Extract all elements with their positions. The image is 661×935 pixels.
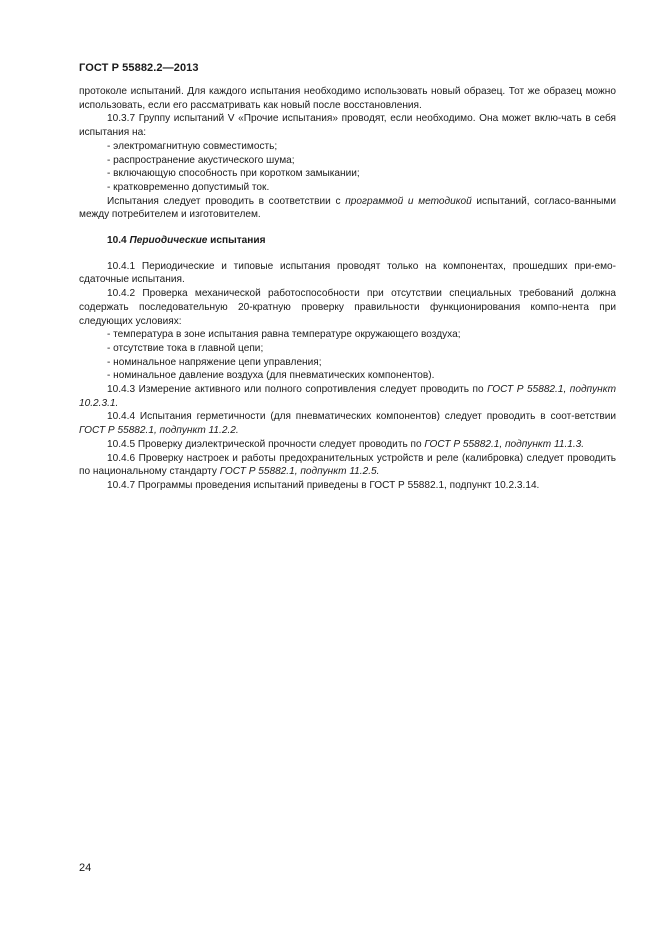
list-item: - номинальное напряжение цепи управления; <box>107 356 322 368</box>
list-item: - включающую способность при коротком замыкании; <box>107 168 360 180</box>
emphasis-text: программой и методикой <box>345 195 472 207</box>
paragraph-10-4-7: 10.4.7 Программы проведения испытаний приведены в ГОСТ Р 55882.1, подпункт 10.2.3.14. <box>107 479 540 491</box>
document-header: ГОСТ Р 55882.2—2013 <box>79 62 199 74</box>
section-title-italic: Периодические <box>129 235 208 247</box>
text-run: 10.4.6 Проверку настроек и работы предохранительных устройств и реле (калибровка) следует проводить по национальному стандарту <box>79 452 616 478</box>
paragraph-10-4-5 <box>79 438 616 452</box>
reference-text: ГОСТ Р 55882.1, подпункт 11.1.3. <box>424 438 585 450</box>
list-item: - кратковременно допустимый ток. <box>107 181 270 193</box>
paragraph-10-4-1: 10.4.1 Периодические и типовые испытания проводят только на компонентах, прошедших при-емо-сдаточные испытания. <box>79 260 616 286</box>
paragraph-10-4-3 <box>79 383 616 410</box>
text-run: 10.4.5 Проверку диэлектрической прочности следует проводить по <box>107 438 425 450</box>
list-item: - номинальное давление воздуха (для пневматических компонентов). <box>107 370 435 382</box>
text-run: 10.4.3 Измерение активного или полного сопротивления следует проводить по <box>107 384 488 396</box>
page-number: 24 <box>79 862 92 874</box>
text-run: испытаний, согласо-ванными между потребителем и изготовителем. <box>79 195 616 221</box>
document-body <box>79 85 616 493</box>
list-item: - температура в зоне испытания равна температуре окружающего воздуха; <box>107 329 461 341</box>
reference-text: ГОСТ Р 55882.1, подпункт 10.2.3.1. <box>79 384 616 409</box>
reference-text: ГОСТ Р 55882.1, подпункт 11.2.5. <box>219 466 380 478</box>
text-run: Испытания следует проводить в соответствии с <box>107 195 346 207</box>
paragraph-10-4-6 <box>79 452 616 479</box>
paragraph-test-program <box>79 195 616 222</box>
list-item: - отсутствие тока в главной цепи; <box>107 342 264 354</box>
section-title-rest: испытания <box>207 235 266 247</box>
list-item: - распространение акустического шума; <box>107 154 295 166</box>
paragraph-continuation: протоколе испытаний. Для каждого испытания необходимо использовать новый образец. Тот же образец можно использовать, если его рассматривать как новый после восстановления. <box>79 86 616 111</box>
paragraph-10-3-7: 10.3.7 Группу испытаний V «Прочие испытания» проводят, если необходимо. Она может вклю-чать в себя испытания на: <box>79 113 616 139</box>
paragraph-10-4-2: 10.4.2 Проверка механической работоспособности при отсутствии специальных требований должна содержать последовательную 20-кратную проверку правильности функционирования компо-нента при следующих условиях: <box>79 288 616 327</box>
section-heading-10-4 <box>79 234 616 248</box>
reference-text: ГОСТ Р 55882.1, подпункт 11.2.2. <box>79 425 239 437</box>
list-item: - электромагнитную совместимость; <box>107 140 278 152</box>
section-number: 10.4 <box>107 235 130 247</box>
paragraph-10-4-4 <box>79 410 616 437</box>
text-run: 10.4.4 Испытания герметичности (для пневматических компонентов) следует проводить в соот-ветствии <box>107 411 616 423</box>
